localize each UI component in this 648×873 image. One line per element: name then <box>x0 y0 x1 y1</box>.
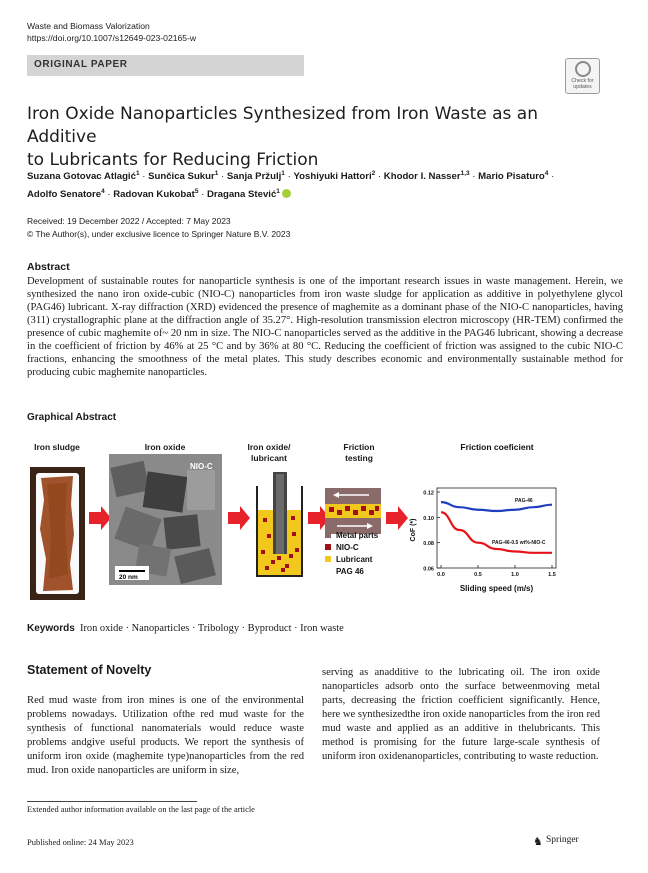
author-name[interactable]: Sanja Pržulj <box>226 171 282 183</box>
graphical-abstract-heading: Graphical Abstract <box>27 412 117 423</box>
nio-c-label: NIO-C <box>190 462 213 471</box>
article-type-label: ORIGINAL PAPER <box>34 59 128 70</box>
novelty-text-right: serving as anadditive to the lubricating oil. The iron oxide nanoparticles adsorb onto the surface betweenmoving metal parts, decreasing the friction coefficient significantly. Hence, here we synthesizedthe iron oxide nanoparticles from the iron red mud waste and applied as an additive in thelubricants. This method is promising for the future large-scale synthesis of uniform iron oxidenanoparticles, contributing to waste reduction. <box>322 667 600 762</box>
footnote-divider <box>27 801 197 802</box>
author-affiliation: 1 <box>135 170 140 177</box>
y-tick-label: 0.08 <box>423 541 434 548</box>
author-name[interactable]: Yoshiyuki Hattori <box>293 171 372 183</box>
series-label-pag46: PAG-46 <box>515 498 533 504</box>
friction-legend <box>325 532 331 562</box>
iron-sludge-image <box>30 467 85 600</box>
x-tick-label: 0.0 <box>437 572 445 578</box>
legend-pag46: PAG 46 <box>336 567 364 576</box>
author-name[interactable]: Suzana Gotovac Atlagić <box>27 171 136 183</box>
doi-link[interactable]: https://doi.org/10.1007/s12649-023-02165-w <box>27 33 197 43</box>
author-list <box>27 166 617 202</box>
copyright: © The Author(s), under exclusive licence to Springer Nature B.V. 2023 <box>27 229 291 239</box>
y-tick-label: 0.10 <box>423 515 434 522</box>
author-affiliation: 1,3 <box>460 170 470 177</box>
abstract-text: Development of sustainable routes for nanoparticle synthesis is one of the important research issues in waste management. Herein, we synthesized the nano iron oxide-cubic (NIO-C) nanoparticles from iron waste sludge for application as additive in polyethylene glycol (PAG46) lubricant. X-ray diffraction (XRD) evidenced the presence of maghemite as a dominant phase of the NIO-C nanoparticles, having (311) crystallographic plane at the diffraction angle of 35.27°. High-resolution transmission electron microscopy (HR-TEM) confirmed the presence of cubic maghemite of~ 20 nm in size. The NIO-C nanoparticles served as the additive in the PAG46 lubricant, showing a decrease in the coefficient of friction by 46% at 25 °C and by 36% at 80 °C. Reducing the coefficient of friction was assigned to the cubic NIO-C fractions, enhancing the smoothness of the metal plates. This study describes economic and environmentally sustainable method for producing cubic maghemite nanoparticles. <box>27 276 623 378</box>
abstract-heading: Abstract <box>27 261 70 273</box>
y-tick-label: 0.12 <box>423 490 434 497</box>
journal-name: Waste and Biomass Valorization <box>27 21 150 31</box>
received-accepted: Received: 19 December 2022 / Accepted: 7 May 2023 <box>27 216 231 226</box>
published-date: Published online: 24 May 2023 <box>27 837 134 847</box>
friction-test-graphic <box>325 488 381 534</box>
author-separator: · <box>104 189 114 201</box>
label-lubricant: Iron oxide/ lubricant <box>247 442 291 463</box>
graphical-abstract-figure <box>27 434 623 604</box>
legend-nio-c: NIO-C <box>336 543 359 552</box>
springer-horse-icon: ♞ <box>533 836 543 848</box>
x-tick-label: 1.5 <box>548 572 556 578</box>
article-title <box>27 103 587 172</box>
title-line-1: Iron Oxide Nanoparticles Synthesized from Iron Waste as an Additive <box>27 104 538 147</box>
footnote: Extended author information available on the last page of the article <box>27 805 255 814</box>
series-line-pag46-nio-c <box>441 512 552 553</box>
keywords <box>27 623 623 634</box>
author-name[interactable]: Radovan Kukobat <box>113 189 195 201</box>
series-line-pag46 <box>441 502 552 511</box>
process-arrow-2 <box>228 506 250 530</box>
series-label-pag46-nio-c: PAG-46-0.5 wt%-NIO-C <box>492 540 546 546</box>
author-affiliation: 1 <box>214 170 219 177</box>
publisher-logo-text: Springer <box>546 835 579 845</box>
author-name[interactable]: Khodor I. Nasser <box>383 171 461 183</box>
author-separator: · <box>284 171 294 183</box>
novelty-text-left: Red mud waste from iron mines is one of the environmental problems nowadays. Utilization ofthe red mud waste for the synthesis of functional nanomaterials would reduce waste problems andgive useful products. We report the synthesis of uniform iron oxide (maghemite type)nanoparticles from the red mud. Iron oxide nanoparticles are uniform in size, <box>27 695 304 776</box>
author-affiliation: 4 <box>544 170 549 177</box>
author-line-2 <box>27 184 617 202</box>
x-tick-label: 0.5 <box>474 572 482 578</box>
x-axis-label: Sliding speed (m/s) <box>459 584 534 593</box>
tem-image <box>109 454 222 585</box>
legend-metal-parts: Metal parts <box>336 531 379 540</box>
figure-graphics <box>27 434 623 604</box>
journal-header <box>27 20 196 44</box>
title-line-2: to Lubricants for Reducing Friction <box>27 150 319 170</box>
author-affiliation: 4 <box>101 188 105 196</box>
label-friction-testing: Friction testing <box>343 442 375 463</box>
author-affiliation: 2 <box>371 170 376 177</box>
x-tick-label: 1.0 <box>511 572 519 578</box>
author-affiliation: 1 <box>281 170 285 177</box>
author-separator: · <box>375 171 384 183</box>
scale-bar-label: 20 nm <box>119 574 138 581</box>
check-updates-label: Check for updates <box>571 78 594 90</box>
process-arrow-1 <box>89 506 111 530</box>
author-line-1 <box>27 166 617 184</box>
y-tick-label: 0.06 <box>423 566 434 573</box>
author-name[interactable]: Sunčica Sukur <box>148 171 215 183</box>
author-separator: · <box>198 189 207 201</box>
author-affiliation: 5 <box>194 188 199 196</box>
author-separator: · <box>139 171 149 183</box>
label-iron-oxide: Iron oxide <box>144 442 186 452</box>
legend-lubricant: Lubricant <box>336 555 373 564</box>
article-dates <box>27 215 427 241</box>
author-name[interactable]: Dragana Stević <box>206 189 277 201</box>
author-affiliation: 1 <box>276 188 280 196</box>
lubricant-beaker <box>257 472 302 576</box>
keywords-heading: Keywords <box>27 623 75 634</box>
author-name[interactable]: Adolfo Senatore <box>27 189 102 201</box>
author-separator: · <box>218 171 227 183</box>
orcid-icon[interactable] <box>282 189 291 198</box>
author-separator: · <box>548 171 555 183</box>
process-arrow-4 <box>386 506 408 530</box>
author-separator: · <box>469 171 479 183</box>
novelty-heading: Statement of Novelty <box>27 663 152 677</box>
friction-chart <box>410 442 556 593</box>
author-name[interactable]: Mario Pisaturo <box>478 171 545 183</box>
chart-title: Friction coeficient <box>460 442 534 452</box>
y-axis-label: CoF (*) <box>410 518 417 542</box>
keywords-list: Iron oxide · Nanoparticles · Tribology · Byproduct · Iron waste <box>80 623 344 634</box>
label-iron-sludge: Iron sludge <box>34 442 80 452</box>
check-updates-icon <box>575 61 591 77</box>
